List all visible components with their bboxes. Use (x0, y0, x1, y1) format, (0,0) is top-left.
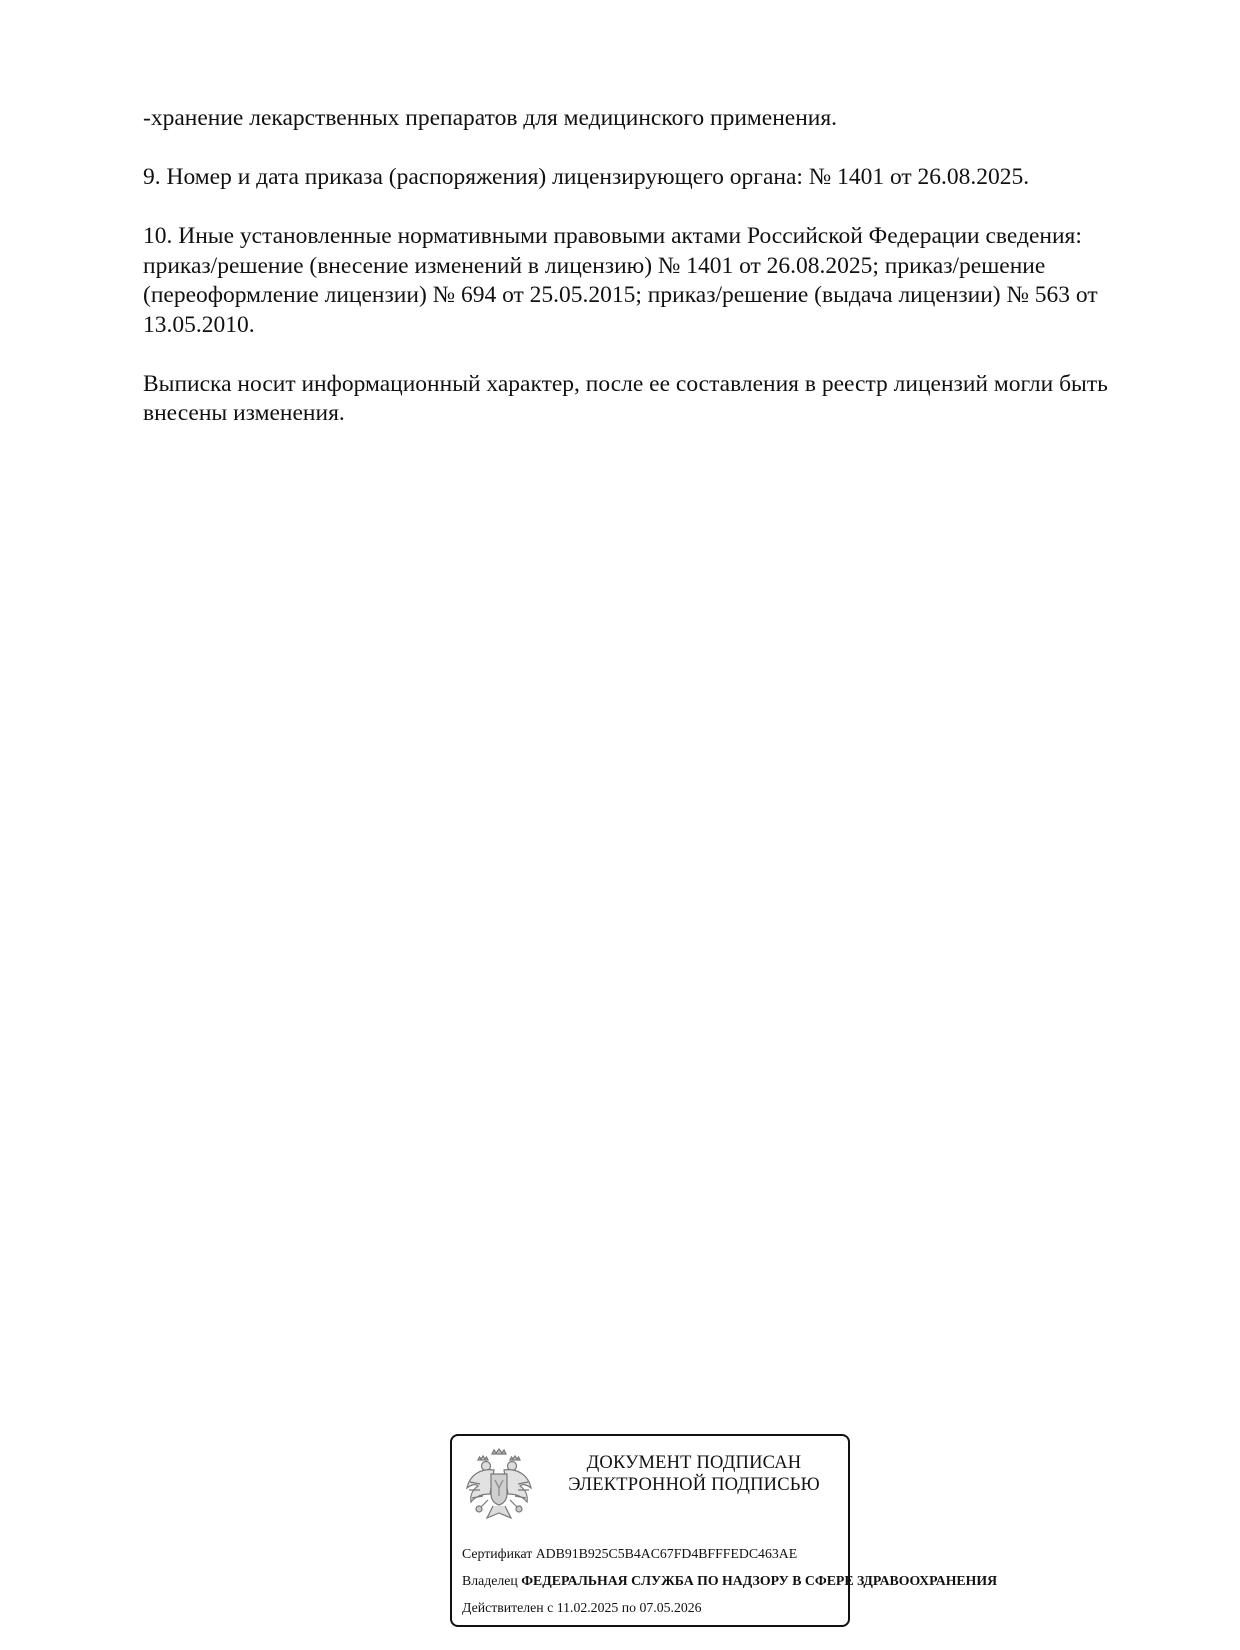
text-line: 9. Номер и дата приказа (распоряжения) лицензирующего органа: № 1401 от 26.08.2025. (143, 164, 1030, 190)
paragraph-order-number (143, 163, 1153, 193)
certificate-label: Сертификат (462, 1546, 533, 1561)
certificate-row (462, 1540, 922, 1567)
text-line: 13.05.2010. (143, 311, 255, 338)
stamp-heading (544, 1452, 844, 1496)
owner-row (462, 1567, 998, 1594)
validity-row (462, 1594, 922, 1621)
paragraph-other-info (143, 222, 1153, 340)
stamp-details (462, 1540, 998, 1621)
text-line: Выписка носит информационный характер, после ее составления в реестр лицензий могли быть (143, 370, 1108, 397)
russian-coat-of-arms-icon (464, 1448, 534, 1528)
text-line: внесены изменения. (143, 400, 345, 426)
text-line: -хранение лекарственных препаратов для медицинского применения. (143, 105, 838, 131)
e-signature-stamp (450, 1434, 998, 1627)
text-line: 10. Иные установленные нормативными правовыми актами Российской Федерации сведения: (143, 223, 1082, 249)
paragraph-storage (143, 104, 1153, 134)
text-line: (переоформление лицензии) № 694 от 25.05.2015; приказ/решение (выдача лицензии) № 563 от (143, 282, 1098, 308)
owner-label: Владелец (462, 1573, 518, 1588)
validity-text: Действителен с 11.02.2025 по 07.05.2026 (462, 1600, 702, 1615)
stamp-heading-line: ДОКУМЕНТ ПОДПИСАН (586, 1453, 802, 1473)
text-line: приказ/решение (внесение изменений в лицензию) № 1401 от 26.08.2025; приказ/решение (143, 252, 1046, 279)
certificate-value: ADB91B925C5B4AC67FD4BFFFEDC463AE (535, 1546, 798, 1561)
paragraph-disclaimer (143, 370, 1153, 429)
document-body (143, 104, 1153, 458)
owner-value: ФЕДЕРАЛЬНАЯ СЛУЖБА ПО НАДЗОРУ В СФЕРЕ ЗДРАВООХРАНЕНИЯ (521, 1573, 998, 1588)
stamp-heading-line: ЭЛЕКТРОННОЙ ПОДПИСЬЮ (568, 1475, 820, 1495)
